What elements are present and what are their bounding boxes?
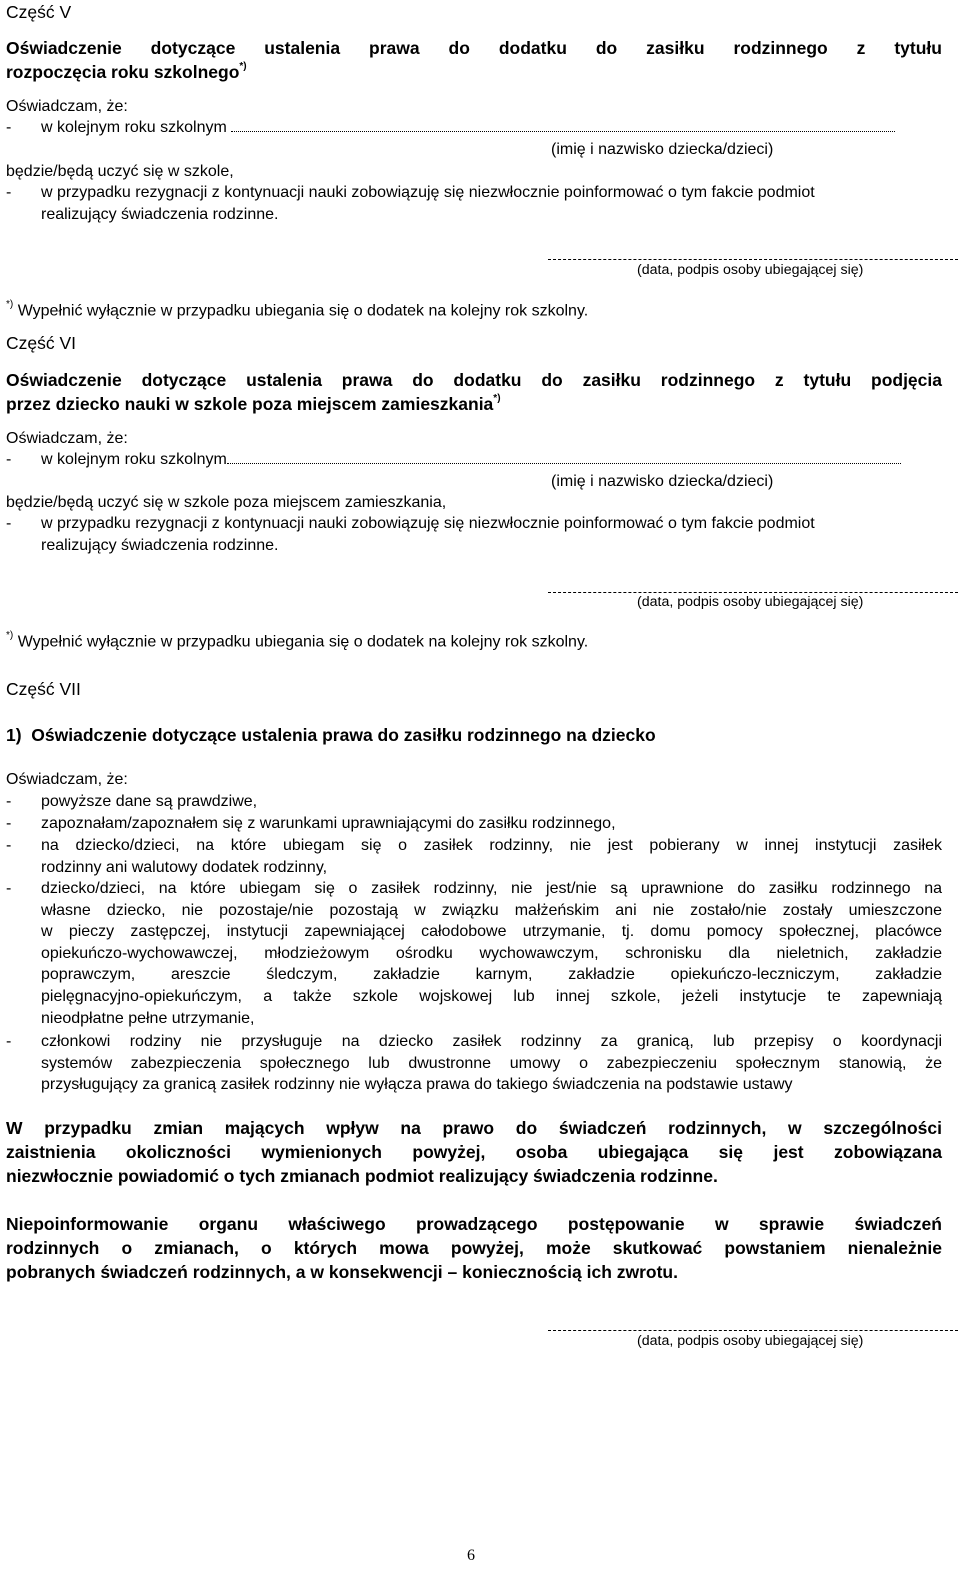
list-item-line: zapoznałam/zapoznałem się z warunkami uprawniającymi do zasiłku rodzinnego, <box>41 815 616 832</box>
part6-item2-prefix: - <box>6 515 12 532</box>
part5-declare: Oświadczam, że: <box>6 98 128 115</box>
part6-item2-line1: w przypadku rezygnacji z kontynuacji nauki zobowiązuję się niezwłocznie poinformować o tym fakcie podmiot <box>41 515 815 532</box>
part6-caption-child: (imię i nazwisko dziecka/dzieci) <box>551 473 774 490</box>
list-item-prefix: - <box>6 793 12 810</box>
part6-signature-caption: (data, podpis osoby ubiegającej się) <box>637 594 864 610</box>
part5-signature-caption: (data, podpis osoby ubiegającej się) <box>637 262 864 278</box>
part6-footnote: *) Wypełnić wyłącznie w przypadku ubiegania się o dodatek na kolejny rok szkolny. <box>6 630 589 651</box>
part6-item1-prefix: - <box>6 451 12 468</box>
part7-signature-line <box>548 1330 958 1331</box>
part5-item1-prefix: - <box>6 119 12 136</box>
part6-title-line1: Oświadczenie dotyczące ustalenia prawa do dodatku do zasiłku rodzinnego z tytułu podjęcia <box>6 370 942 390</box>
part5-signature-line <box>548 259 958 260</box>
dotted-fill-line <box>231 121 895 132</box>
list-item-line: przysługujący za granicą zasiłek rodzinny nie wyłącza prawa do takiego świadczenia na podstawie ustawy <box>41 1076 793 1094</box>
part6-title-line2: przez dziecko nauki w szkole poza miejscem zamieszkania*) <box>6 393 501 414</box>
part6-declare: Oświadczam, że: <box>6 430 128 447</box>
notice-line: pobranych świadczeń rodzinnych, a w konsekwencji – koniecznością ich zwrotu. <box>6 1262 678 1282</box>
notice-line: zaistnienia okoliczności wymienionych powyżej, osoba ubiegająca się jest zobowiązana <box>6 1142 942 1162</box>
part5-footnote: *) Wypełnić wyłącznie w przypadku ubiegania się o dodatek na kolejny rok szkolny. <box>6 299 589 320</box>
part5-heading: Część V <box>6 2 72 22</box>
list-item-line: członkowi rodziny nie przysługuje na dziecko zasiłek rodzinny za granicą, lub przepisy o koordynacji <box>41 1033 942 1050</box>
notice-line: Niepoinformowanie organu właściwego prowadzącego postępowanie w sprawie świadczeń <box>6 1214 942 1234</box>
part7-signature-caption: (data, podpis osoby ubiegającej się) <box>637 1333 864 1349</box>
list-item-line: w pieczy zastępczej, instytucji zapewniającej całodobowe utrzymanie, tj. domu pomocy społecznej, placówce <box>41 923 942 941</box>
list-item-prefix: - <box>6 837 12 854</box>
part5-item2-prefix: - <box>6 184 12 201</box>
list-item-line: opiekuńczo-wychowawczej, młodzieżowym ośrodku wychowawczym, schronisku dla nieletnich, zakładzie <box>41 944 942 962</box>
list-item-prefix: - <box>6 880 12 897</box>
list-item-line: pielęgnacyjno-opiekuńczym, a także szkole wojskowej lub innej szkole, jeżeli instytucje te zapewniają <box>41 988 942 1005</box>
notice-line: W przypadku zmian mających wpływ na prawo do świadczeń rodzinnych, w szczególności <box>6 1118 942 1138</box>
part5-title-line2: rozpoczęcia roku szkolnego*) <box>6 61 247 82</box>
part6-signature-line <box>548 592 958 593</box>
part7-heading: Część VII <box>6 679 81 699</box>
part5-title-line1: Oświadczenie dotyczące ustalenia prawa do dodatku do zasiłku rodzinnego z tytułu <box>6 38 942 58</box>
page-number: 6 <box>467 1547 475 1564</box>
notice-line: niezwłocznie powiadomić o tych zmianach podmiot realizujący świadczenia rodzinne. <box>6 1166 718 1186</box>
part6-heading: Część VI <box>6 333 77 353</box>
dotted-fill-line <box>227 453 901 464</box>
part6-item2-line2: realizujący świadczenia rodzinne. <box>41 537 279 554</box>
list-item-line: własne dziecko, nie pozostaje/nie pozostają w związku małżeńskim ani nie zostało/nie zostały umieszczone <box>41 901 942 919</box>
part7-declare: Oświadczam, że: <box>6 771 128 788</box>
part5-child-field: w kolejnym roku szkolnym <box>41 119 895 137</box>
part6-school-line: będzie/będą uczyć się w szkole poza miejscem zamieszkania, <box>6 494 447 511</box>
list-item-prefix: - <box>6 1033 12 1050</box>
list-item-line: rodzinny ani walutowy dodatek rodzinny, <box>41 858 328 876</box>
part5-caption-child: (imię i nazwisko dziecka/dzieci) <box>551 141 774 158</box>
part5-item2-line2: realizujący świadczenia rodzinne. <box>41 206 279 223</box>
list-item-prefix: - <box>6 815 12 832</box>
part7-title: 1) Oświadczenie dotyczące ustalenia prawa do zasiłku rodzinnego na dziecko <box>6 725 656 745</box>
notice-line: rodzinnych o zmianach, o których mowa powyżej, może skutkować powstaniem nienależnie <box>6 1238 942 1258</box>
list-item-line: na dziecko/dzieci, na które ubiegam się o zasiłek rodzinny, nie jest pobierany w innej instytucji zasiłek <box>41 837 942 854</box>
part5-item2-line1: w przypadku rezygnacji z kontynuacji nauki zobowiązuję się niezwłocznie poinformować o tym fakcie podmiot <box>41 184 815 201</box>
list-item-line: powyższe dane są prawdziwe, <box>41 793 258 810</box>
list-item-line: systemów zabezpieczenia społecznego lub dwustronne umowy o zabezpieczeniu społecznym stanowią, że <box>41 1054 942 1072</box>
list-item-line: poprawczym, areszcie śledczym, zakładzie karnym, zakładzie opiekuńczo-leczniczym, zakładzie <box>41 966 942 984</box>
list-item-line: nieodpłatne pełne utrzymanie, <box>41 1009 255 1027</box>
part5-school-line: będzie/będą uczyć się w szkole, <box>6 163 234 180</box>
part6-child-field: w kolejnym roku szkolnym <box>41 451 901 469</box>
list-item-line: dziecko/dzieci, na które ubiegam się o zasiłek rodzinny, nie jest/nie są uprawnione do zasiłku rodzinnego na <box>41 880 942 897</box>
